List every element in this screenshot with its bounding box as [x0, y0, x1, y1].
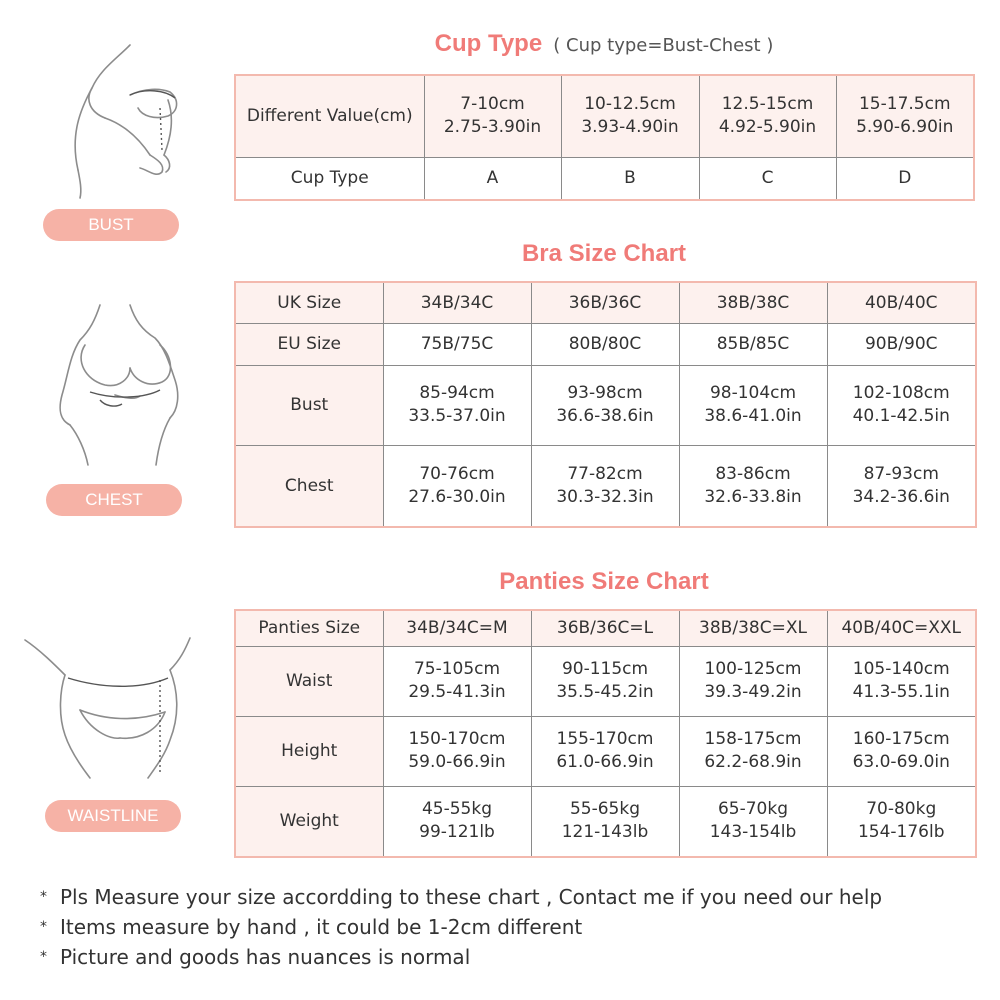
table-cell: [679, 365, 827, 446]
cell-metric: 105-140cm: [852, 659, 950, 680]
waistline-figure-illustration: [20, 630, 200, 780]
cup-type-title: Cup Type: [434, 30, 543, 57]
waist-label: Waist: [235, 646, 383, 716]
table-cell: [383, 786, 531, 857]
cell-metric: 70-80kg: [866, 799, 937, 820]
cell-imperial: 143-154lb: [709, 822, 797, 843]
table-cell: [679, 716, 827, 786]
cup-type-table: [234, 74, 975, 201]
table-row: [235, 646, 976, 716]
table-cell: [531, 365, 679, 446]
cup-type-subtitle: ( Cup type=Bust-Chest ): [553, 35, 774, 56]
bust-label-pill: BUST: [43, 209, 179, 241]
panties-size-title: Panties Size Chart: [499, 568, 709, 595]
panties-size-label: Panties Size: [235, 610, 383, 646]
table-cell: [561, 75, 699, 157]
table-cell: [827, 365, 976, 446]
cell-imperial: 35.5-45.2in: [556, 682, 654, 703]
table-row: [235, 716, 976, 786]
table-cell: [827, 646, 976, 716]
notes-list: [40, 882, 882, 972]
cup-type-c: C: [699, 157, 836, 200]
table-row: [235, 365, 976, 446]
table-cell: 38B/38C: [679, 282, 827, 324]
cell-imperial: 39.3-49.2in: [704, 682, 802, 703]
bra-size-title: Bra Size Chart: [521, 240, 687, 267]
cell-imperial: 29.5-41.3in: [408, 682, 506, 703]
table-cell: [679, 646, 827, 716]
waistline-label-pill: WAISTLINE: [45, 800, 181, 832]
cell-cm: 102-108cm: [852, 383, 950, 404]
cell-metric: 55-65kg: [569, 799, 641, 820]
note-text: Items measure by hand , it could be 1-2cm different: [60, 915, 583, 939]
cell-in: 33.5-37.0in: [408, 406, 506, 427]
cell-metric: 100-125cm: [704, 659, 802, 680]
cell-in: 40.1-42.5in: [852, 406, 950, 427]
table-cell: 36B/36C: [531, 282, 679, 324]
cell-imperial: 62.2-68.9in: [704, 752, 802, 773]
cell-cm: 77-82cm: [567, 464, 643, 485]
asterisk-icon: *: [40, 889, 47, 905]
cell-metric: 158-175cm: [704, 729, 802, 750]
table-row: [235, 157, 974, 200]
table-row: [235, 786, 976, 857]
table-cell: [531, 786, 679, 857]
cell-cm: 85-94cm: [419, 383, 495, 404]
cell-in: 34.2-36.6in: [852, 487, 950, 508]
chest-label-pill: CHEST: [46, 484, 182, 516]
table-cell: [836, 75, 974, 157]
cell-in: 5.90-6.90in: [856, 117, 954, 138]
cell-cm: 7-10cm: [460, 94, 525, 115]
cell-in: 2.75-3.90in: [443, 117, 542, 138]
bust-label: Bust: [235, 365, 383, 446]
cell-cm: 98-104cm: [709, 383, 797, 404]
asterisk-icon: *: [40, 919, 47, 935]
cell-metric: 150-170cm: [408, 729, 506, 750]
cell-imperial: 154-176lb: [857, 822, 945, 843]
table-cell: [531, 446, 679, 527]
cell-metric: 45-55kg: [421, 799, 493, 820]
table-cell: [383, 365, 531, 446]
chest-figure-illustration: [30, 300, 200, 470]
table-cell: 90B/90C: [827, 324, 976, 365]
table-cell: [383, 646, 531, 716]
table-cell: [383, 446, 531, 527]
table-cell: 75B/75C: [383, 324, 531, 365]
cell-cm: 83-86cm: [715, 464, 791, 485]
list-item: [40, 882, 882, 912]
eu-size-label: EU Size: [235, 324, 383, 365]
bra-size-heading: [234, 240, 974, 268]
table-cell: [531, 716, 679, 786]
cell-imperial: 121-143lb: [561, 822, 649, 843]
cup-type-d: D: [836, 157, 974, 200]
table-cell: 85B/85C: [679, 324, 827, 365]
table-row: [235, 446, 976, 527]
table-cell: [679, 786, 827, 857]
cell-cm: 10-12.5cm: [584, 94, 676, 115]
table-cell: 40B/40C: [827, 282, 976, 324]
cup-type-label: Cup Type: [235, 157, 424, 200]
cell-metric: 75-105cm: [413, 659, 501, 680]
cell-metric: 65-70kg: [717, 799, 789, 820]
table-row: [235, 610, 976, 646]
table-row: [235, 324, 976, 365]
list-item: [40, 912, 882, 942]
table-row: [235, 282, 976, 324]
table-cell: 38B/38C=XL: [679, 610, 827, 646]
chest-label: Chest: [235, 446, 383, 527]
cell-cm: 93-98cm: [567, 383, 643, 404]
cell-in: 27.6-30.0in: [408, 487, 506, 508]
table-cell: 34B/34C: [383, 282, 531, 324]
table-cell: 80B/80C: [531, 324, 679, 365]
cell-cm: 87-93cm: [863, 464, 939, 485]
uk-size-label: UK Size: [235, 282, 383, 324]
cell-cm: 12.5-15cm: [721, 94, 814, 115]
cell-in: 4.92-5.90in: [718, 117, 817, 138]
cell-metric: 90-115cm: [561, 659, 649, 680]
table-cell: 40B/40C=XXL: [827, 610, 976, 646]
cup-type-heading: [234, 30, 974, 58]
height-label: Height: [235, 716, 383, 786]
cell-in: 3.93-4.90in: [581, 117, 679, 138]
cell-cm: 70-76cm: [419, 464, 495, 485]
table-row: [235, 75, 974, 157]
table-cell: 34B/34C=M: [383, 610, 531, 646]
table-cell: [827, 446, 976, 527]
panties-size-table: [234, 609, 977, 858]
weight-label: Weight: [235, 786, 383, 857]
bust-figure-illustration: [30, 40, 200, 200]
table-cell: [424, 75, 561, 157]
cell-imperial: 61.0-66.9in: [556, 752, 654, 773]
table-cell: [679, 446, 827, 527]
cell-in: 30.3-32.3in: [556, 487, 654, 508]
table-cell: [699, 75, 836, 157]
note-text: Picture and goods has nuances is normal: [60, 945, 471, 969]
cell-imperial: 63.0-69.0in: [852, 752, 950, 773]
table-cell: [531, 646, 679, 716]
different-value-label: Different Value(cm): [235, 75, 424, 157]
bra-size-table: [234, 281, 977, 528]
cell-imperial: 41.3-55.1in: [852, 682, 950, 703]
cell-in: 32.6-33.8in: [704, 487, 802, 508]
note-text: Pls Measure your size accordding to these chart , Contact me if you need our help: [60, 885, 883, 909]
cell-cm: 15-17.5cm: [858, 94, 951, 115]
panties-size-heading: [234, 568, 974, 596]
cell-imperial: 59.0-66.9in: [408, 752, 506, 773]
asterisk-icon: *: [40, 949, 47, 965]
cell-metric: 160-175cm: [852, 729, 950, 750]
cell-in: 38.6-41.0in: [704, 406, 802, 427]
table-cell: [827, 716, 976, 786]
table-cell: 36B/36C=L: [531, 610, 679, 646]
table-cell: [827, 786, 976, 857]
cup-type-b: B: [561, 157, 699, 200]
cell-in: 36.6-38.6in: [556, 406, 654, 427]
cell-metric: 155-170cm: [556, 729, 654, 750]
table-cell: [383, 716, 531, 786]
cup-type-a: A: [424, 157, 561, 200]
list-item: [40, 942, 882, 972]
cell-imperial: 99-121lb: [419, 822, 495, 843]
